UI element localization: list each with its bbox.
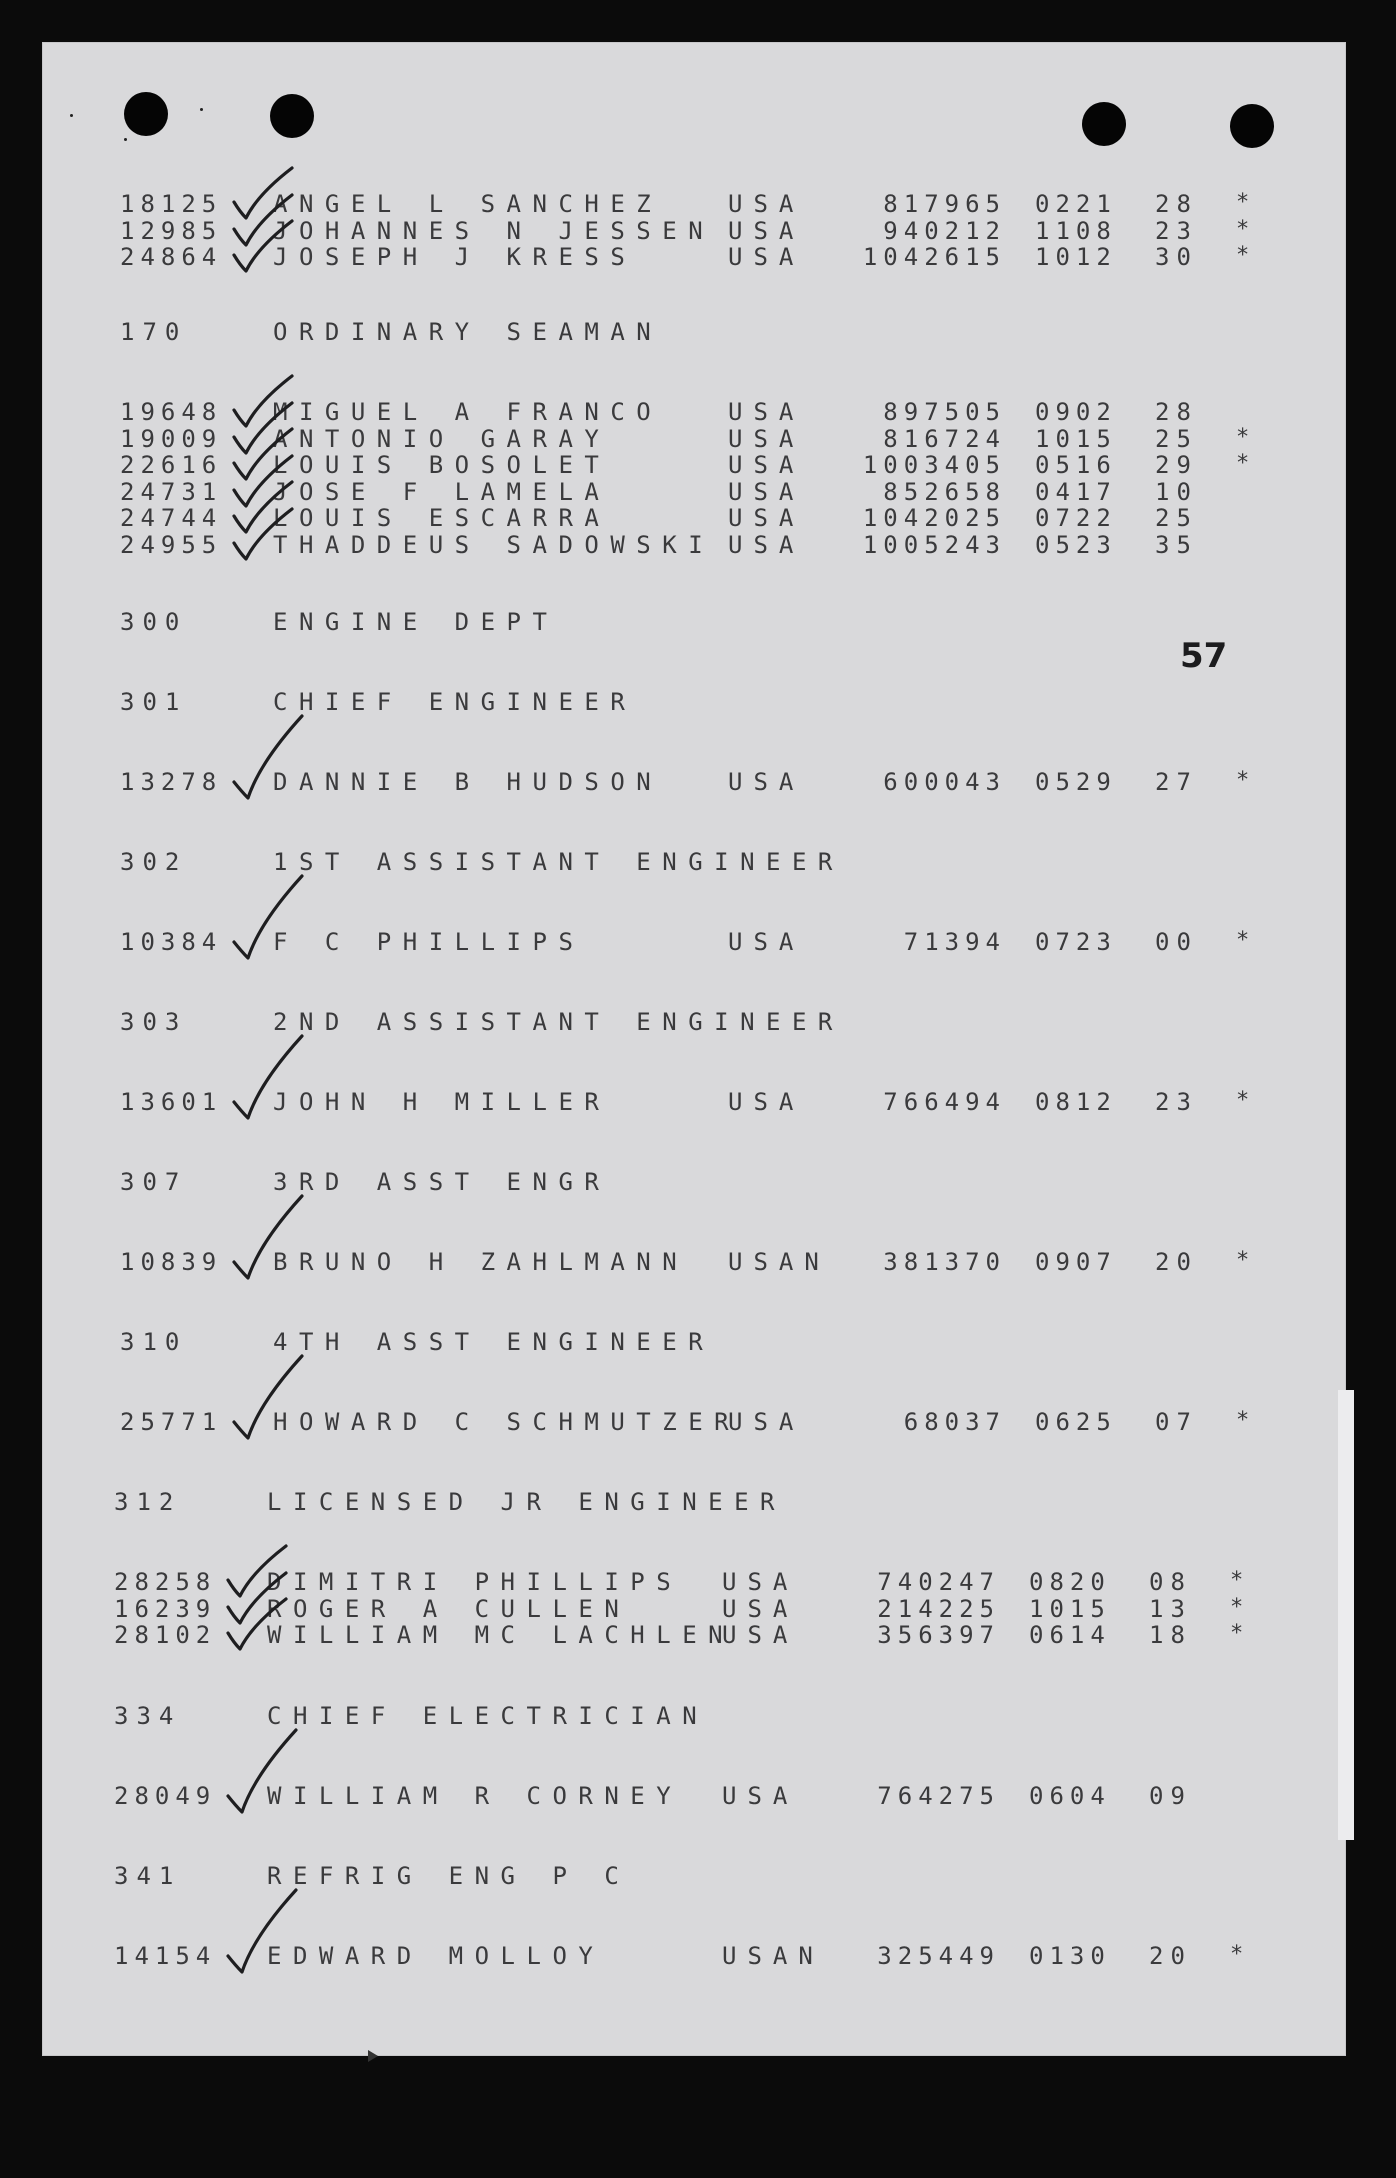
crew-row (0, 531, 1396, 559)
crew-row (0, 398, 1396, 426)
crew-id: 28102 (114, 1621, 217, 1649)
crew-id: 25771 (120, 1408, 223, 1436)
citizenship: USA (722, 1621, 799, 1649)
rating-title: ORDINARY SEAMAN (273, 318, 663, 346)
date-code: 0723 (1035, 928, 1117, 956)
rating-title: REFRIG ENG P C (267, 1862, 631, 1890)
years-value: 25 (1155, 504, 1198, 532)
crew-name: EDWARD MOLLOY (267, 1942, 605, 1970)
asterisk-mark: * (1230, 1621, 1244, 1646)
speck (200, 108, 203, 111)
rating-title: CHIEF ELECTRICIAN (267, 1702, 709, 1730)
date-code: 1015 (1035, 424, 1117, 453)
crew-row (0, 1568, 1396, 1596)
date-code: 0417 (1035, 477, 1117, 506)
citizenship: USA (722, 1568, 799, 1596)
citizenship: USA (722, 1594, 799, 1623)
page-number: 57 (1180, 636, 1228, 676)
crew-name: JOSE F LAMELA (273, 477, 611, 506)
asterisk-mark: * (1236, 768, 1250, 793)
citizenship: USA (728, 768, 805, 796)
date-code: 1108 (1035, 216, 1117, 245)
years-value: 23 (1155, 1088, 1198, 1116)
date-code: 0604 (1029, 1782, 1111, 1810)
years-value: 00 (1155, 928, 1198, 956)
years-value: 20 (1149, 1942, 1192, 1970)
date-code: 0130 (1029, 1942, 1111, 1970)
crew-id: 14154 (114, 1942, 217, 1970)
document-number: 817965 (883, 190, 1006, 218)
document-number: 356397 (877, 1621, 1000, 1649)
crew-id: 22616 (120, 451, 223, 479)
asterisk-mark: * (1236, 243, 1250, 268)
citizenship: USA (728, 1408, 805, 1436)
crew-name: ANTONIO GARAY (273, 424, 611, 453)
crew-row (0, 1088, 1396, 1116)
punch-hole (1230, 104, 1274, 148)
crew-row (0, 1408, 1396, 1436)
date-code: 0722 (1035, 504, 1117, 532)
date-code: 0516 (1035, 451, 1117, 479)
years-value: 29 (1155, 451, 1198, 479)
years-value: 07 (1155, 1408, 1198, 1436)
citizenship: USA (728, 928, 805, 956)
crew-id: 18125 (120, 190, 223, 218)
document-number: 71394 (903, 928, 1006, 956)
years-value: 35 (1155, 530, 1198, 559)
citizenship: USA (728, 243, 805, 271)
section-header (0, 848, 1396, 876)
crew-name: WILLIAM MC LACHLEN (267, 1621, 735, 1649)
crew-id: 10839 (120, 1248, 223, 1276)
crew-row (0, 451, 1396, 479)
date-code: 1015 (1029, 1594, 1111, 1623)
asterisk-mark: * (1230, 1942, 1244, 1967)
crew-row (0, 1942, 1396, 1970)
document-number: 852658 (883, 477, 1006, 506)
crew-row (0, 478, 1396, 506)
crew-row (0, 1595, 1396, 1623)
rating-code: 312 (114, 1488, 182, 1516)
crew-name: DIMITRI PHILLIPS (267, 1568, 683, 1596)
crew-name: BRUNO H ZAHLMANN (273, 1248, 689, 1276)
crew-name: JOHANNES N JESSEN (273, 216, 715, 245)
crew-id: 19648 (120, 398, 223, 426)
crew-row (0, 928, 1396, 956)
crew-name: JOSEPH J KRESS (273, 243, 637, 271)
asterisk-mark: * (1236, 190, 1250, 215)
citizenship: USA (728, 190, 805, 218)
section-header (0, 318, 1396, 346)
document-number: 940212 (883, 216, 1006, 245)
rating-title: ENGINE DEPT (273, 608, 559, 636)
section-header (0, 1488, 1396, 1516)
rating-code: 307 (120, 1168, 188, 1196)
crew-name: THADDEUS SADOWSKI (273, 530, 715, 559)
citizenship: USA (728, 477, 805, 506)
years-value: 28 (1155, 398, 1198, 426)
crew-id: 24955 (120, 530, 223, 559)
asterisk-mark: * (1236, 1248, 1250, 1273)
asterisk-mark: * (1236, 451, 1250, 476)
rating-title: 3RD ASST ENGR (273, 1168, 611, 1196)
asterisk-mark: * (1236, 424, 1250, 450)
date-code: 0529 (1035, 768, 1117, 796)
crew-name: LOUIS BOSOLET (273, 451, 611, 479)
crew-name: WILLIAM R CORNEY (267, 1782, 683, 1810)
years-value: 30 (1155, 243, 1198, 271)
document-number: 1005243 (862, 530, 1006, 559)
document-number: 1042025 (862, 504, 1006, 532)
asterisk-mark: * (1236, 928, 1250, 953)
section-header (0, 608, 1396, 636)
punch-hole (270, 94, 314, 138)
section-header (0, 1008, 1396, 1036)
document-number: 766494 (883, 1088, 1006, 1116)
years-value: 10 (1155, 477, 1198, 506)
crew-name: MIGUEL A FRANCO (273, 398, 663, 426)
crew-name: LOUIS ESCARRA (273, 504, 611, 532)
rating-code: 310 (120, 1328, 188, 1356)
crew-name: JOHN H MILLER (273, 1088, 611, 1116)
crew-id: 10384 (120, 928, 223, 956)
date-code: 0221 (1035, 190, 1117, 218)
years-value: 28 (1155, 190, 1198, 218)
rating-title: 4TH ASST ENGINEER (273, 1328, 715, 1356)
punch-hole (1082, 102, 1126, 146)
date-code: 0907 (1035, 1248, 1117, 1276)
date-code: 0614 (1029, 1621, 1111, 1649)
years-value: 23 (1155, 216, 1198, 245)
rating-code: 334 (114, 1702, 182, 1730)
document-number: 325449 (877, 1942, 1000, 1970)
citizenship: USA (728, 216, 805, 245)
crew-row (0, 1621, 1396, 1649)
document-number: 214225 (877, 1594, 1000, 1623)
crew-name: ROGER A CULLEN (267, 1594, 631, 1623)
section-header (0, 688, 1396, 716)
crew-row (0, 217, 1396, 245)
rating-code: 303 (120, 1008, 188, 1036)
crew-id: 12985 (120, 216, 223, 245)
rating-code: 341 (114, 1862, 182, 1890)
rating-title: CHIEF ENGINEER (273, 688, 637, 716)
date-code: 1012 (1035, 243, 1117, 271)
date-code: 0820 (1029, 1568, 1111, 1596)
asterisk-mark: * (1230, 1568, 1244, 1593)
crew-id: 28049 (114, 1782, 217, 1810)
section-header (0, 1168, 1396, 1196)
citizenship: USA (728, 424, 805, 453)
punch-hole (124, 92, 168, 136)
citizenship: USA (728, 451, 805, 479)
crew-id: 13278 (120, 768, 223, 796)
crew-id: 13601 (120, 1088, 223, 1116)
years-value: 08 (1149, 1568, 1192, 1596)
rating-code: 300 (120, 608, 188, 636)
document-number: 764275 (877, 1782, 1000, 1810)
crew-row (0, 1782, 1396, 1810)
speck (70, 114, 73, 117)
document-number: 381370 (883, 1248, 1006, 1276)
citizenship: USA (728, 398, 805, 426)
document-number: 1042615 (862, 243, 1006, 271)
crew-row (0, 425, 1396, 453)
crew-id: 28258 (114, 1568, 217, 1596)
document-number: 1003405 (862, 451, 1006, 479)
date-code: 0812 (1035, 1088, 1117, 1116)
rating-title: 1ST ASSISTANT ENGINEER (273, 848, 844, 876)
date-code: 0625 (1035, 1408, 1117, 1436)
citizenship: USA (728, 530, 805, 559)
document-number: 68037 (903, 1408, 1006, 1436)
rating-title: LICENSED JR ENGINEER (267, 1488, 786, 1516)
crew-name: DANNIE B HUDSON (273, 768, 663, 796)
asterisk-mark: * (1236, 1088, 1250, 1113)
document-number: 740247 (877, 1568, 1000, 1596)
crew-name: F C PHILLIPS (273, 928, 585, 956)
crew-row (0, 504, 1396, 532)
asterisk-mark: * (1236, 1408, 1250, 1433)
pointer-mark (368, 2050, 378, 2062)
years-value: 09 (1149, 1782, 1192, 1810)
crew-row (0, 1248, 1396, 1276)
crew-row (0, 768, 1396, 796)
rating-code: 170 (120, 318, 188, 346)
citizenship: USA (728, 504, 805, 532)
date-code: 0523 (1035, 530, 1117, 559)
years-value: 20 (1155, 1248, 1198, 1276)
date-code: 0902 (1035, 398, 1117, 426)
crew-id: 24744 (120, 504, 223, 532)
document-number: 897505 (883, 398, 1006, 426)
crew-id: 19009 (120, 424, 223, 453)
years-value: 25 (1155, 424, 1198, 453)
crew-id: 24864 (120, 243, 223, 271)
citizenship: USA (722, 1782, 799, 1810)
section-header (0, 1702, 1396, 1730)
years-value: 18 (1149, 1621, 1192, 1649)
crew-row (0, 190, 1396, 218)
asterisk-mark: * (1236, 216, 1250, 242)
citizenship: USA (728, 1088, 805, 1116)
crew-name: HOWARD C SCHMUTZER (273, 1408, 741, 1436)
section-header (0, 1328, 1396, 1356)
citizenship: USAN (722, 1942, 824, 1970)
citizenship: USAN (728, 1248, 830, 1276)
rating-code: 302 (120, 848, 188, 876)
document-number: 816724 (883, 424, 1006, 453)
asterisk-mark: * (1230, 1594, 1244, 1620)
crew-id: 16239 (114, 1594, 217, 1623)
rating-title: 2ND ASSISTANT ENGINEER (273, 1008, 844, 1036)
crew-row (0, 243, 1396, 271)
speck (124, 138, 127, 141)
years-value: 27 (1155, 768, 1198, 796)
document-number: 600043 (883, 768, 1006, 796)
crew-name: ANGEL L SANCHEZ (273, 190, 663, 218)
years-value: 13 (1149, 1594, 1192, 1623)
crew-id: 24731 (120, 477, 223, 506)
section-header (0, 1862, 1396, 1890)
rating-code: 301 (120, 688, 188, 716)
